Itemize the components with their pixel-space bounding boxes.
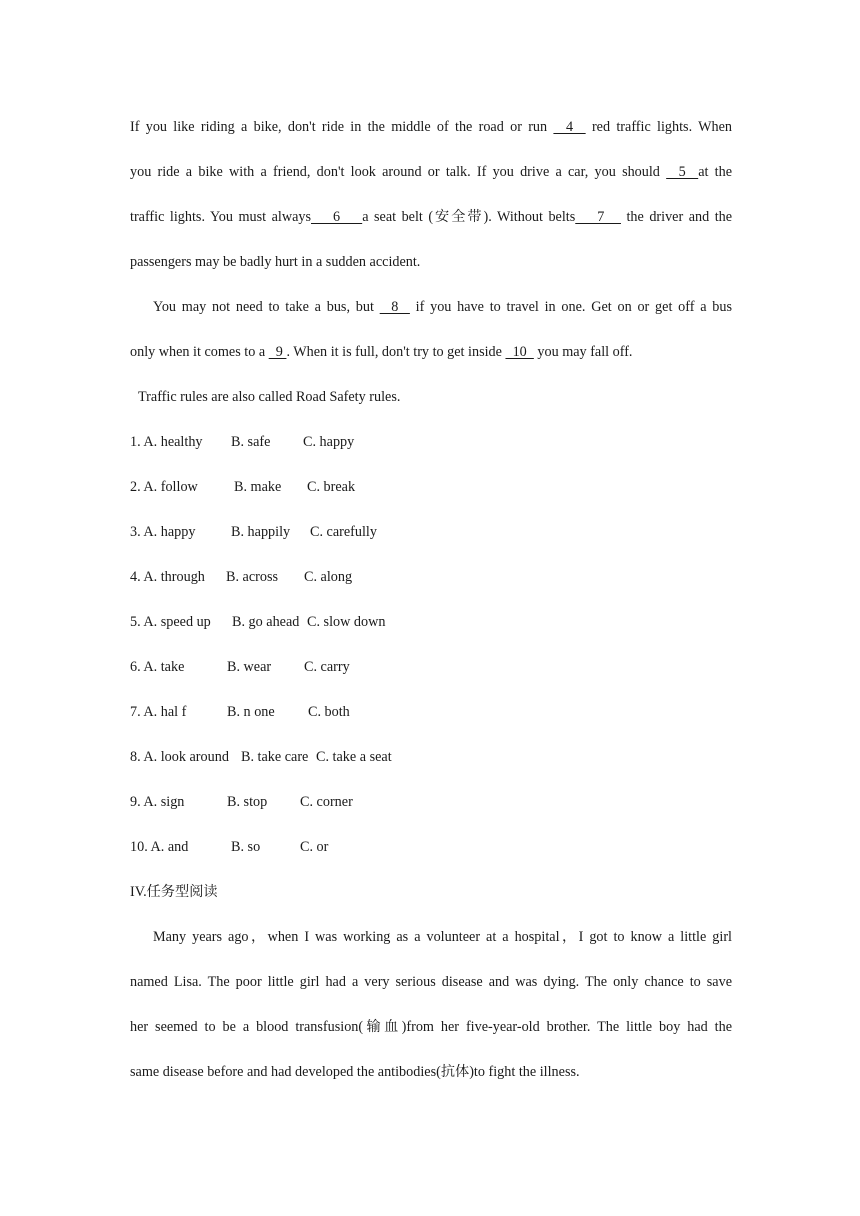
passage-line-1 xyxy=(130,117,732,137)
option-a: 10. A. and xyxy=(130,839,189,855)
option-c: C. carefully xyxy=(310,524,377,540)
option-a: 7. A. hal f xyxy=(130,704,187,720)
blank-5: 5 xyxy=(666,164,699,180)
text: only when it comes to a xyxy=(130,344,266,360)
option-row xyxy=(130,792,732,812)
text: If you like riding a bike, don't ride in the middle of the road or run xyxy=(130,119,548,135)
text: you may fall off. xyxy=(537,344,633,360)
option-c: C. corner xyxy=(300,794,353,810)
passage-line-6 xyxy=(130,342,732,362)
passage-line-2 xyxy=(130,162,732,182)
option-c: C. break xyxy=(307,479,356,495)
option-b: B. go ahead xyxy=(232,614,300,630)
option-a: 3. A. happy xyxy=(130,524,196,540)
passage-line-4: passengers may be badly hurt in a sudden accident. xyxy=(130,254,421,270)
option-a: 8. A. look around xyxy=(130,749,229,765)
text: red traffic lights. When xyxy=(591,119,733,135)
blank-6: 6 xyxy=(311,209,363,225)
option-row xyxy=(130,747,732,767)
option-b: B. take care xyxy=(241,749,309,765)
option-c: C. happy xyxy=(303,434,355,450)
option-b: B. wear xyxy=(227,659,272,675)
option-row xyxy=(130,522,732,542)
option-row xyxy=(130,837,732,857)
option-b: B. happily xyxy=(231,524,291,540)
option-b: B. so xyxy=(231,839,261,855)
blank-8: 8 xyxy=(379,299,410,315)
paragraph-line-4: same disease before and had developed the antibodies(抗体)to fight the illness. xyxy=(130,1064,580,1080)
blank-10: 10 xyxy=(505,344,534,360)
option-a: 6. A. take xyxy=(130,659,185,675)
option-a: 5. A. speed up xyxy=(130,614,211,630)
option-b: B. safe xyxy=(231,434,271,450)
option-b: B. across xyxy=(226,569,279,585)
option-row xyxy=(130,702,732,722)
blank-7: 7 xyxy=(575,209,621,225)
section-heading: IV.任务型阅读 xyxy=(130,884,218,900)
option-c: C. carry xyxy=(304,659,350,675)
option-b: B. n one xyxy=(227,704,275,720)
option-row xyxy=(130,612,732,632)
passage-line-3 xyxy=(130,207,732,227)
passage-line-5 xyxy=(153,297,732,317)
text: if you have to travel in one. Get on or get off a bus xyxy=(415,299,733,315)
option-b: B. stop xyxy=(227,794,268,810)
option-a: 2. A. follow xyxy=(130,479,198,495)
option-row xyxy=(130,567,732,587)
paragraph-line-1: Many years ago，when I was working as a volunteer at a hospital，I got to know a little girl xyxy=(153,929,732,945)
text: you ride a bike with a friend, don't look around or talk. If you drive a car, you should xyxy=(130,164,660,180)
blank-9: 9 xyxy=(268,344,287,360)
text: . When it is full, don't try to get inside xyxy=(286,344,502,360)
option-row xyxy=(130,432,732,452)
paragraph-line-2: named Lisa. The poor little girl had a very serious disease and was dying. The only chance to save xyxy=(130,974,732,990)
blank-4: 4 xyxy=(553,119,586,135)
option-a: 9. A. sign xyxy=(130,794,185,810)
option-row xyxy=(130,657,732,677)
text: You may not need to take a bus, but xyxy=(153,299,374,315)
option-b: B. make xyxy=(234,479,282,495)
option-a: 1. A. healthy xyxy=(130,434,203,450)
option-c: C. both xyxy=(308,704,350,720)
passage-line-7: Traffic rules are also called Road Safety rules. xyxy=(138,389,401,405)
text: a seat belt (安全带). Without belts xyxy=(362,209,576,225)
paragraph-line-3: her seemed to be a blood transfusion(输血)from her five-year-old brother. The little boy had the xyxy=(130,1019,732,1035)
option-c: C. or xyxy=(300,839,329,855)
option-c: C. along xyxy=(304,569,353,585)
text: at the xyxy=(698,164,733,180)
option-row xyxy=(130,477,732,497)
option-a: 4. A. through xyxy=(130,569,205,585)
text: the driver and the xyxy=(626,209,733,225)
text: traffic lights. You must always xyxy=(130,209,311,225)
option-c: C. take a seat xyxy=(316,749,392,765)
option-c: C. slow down xyxy=(307,614,386,630)
